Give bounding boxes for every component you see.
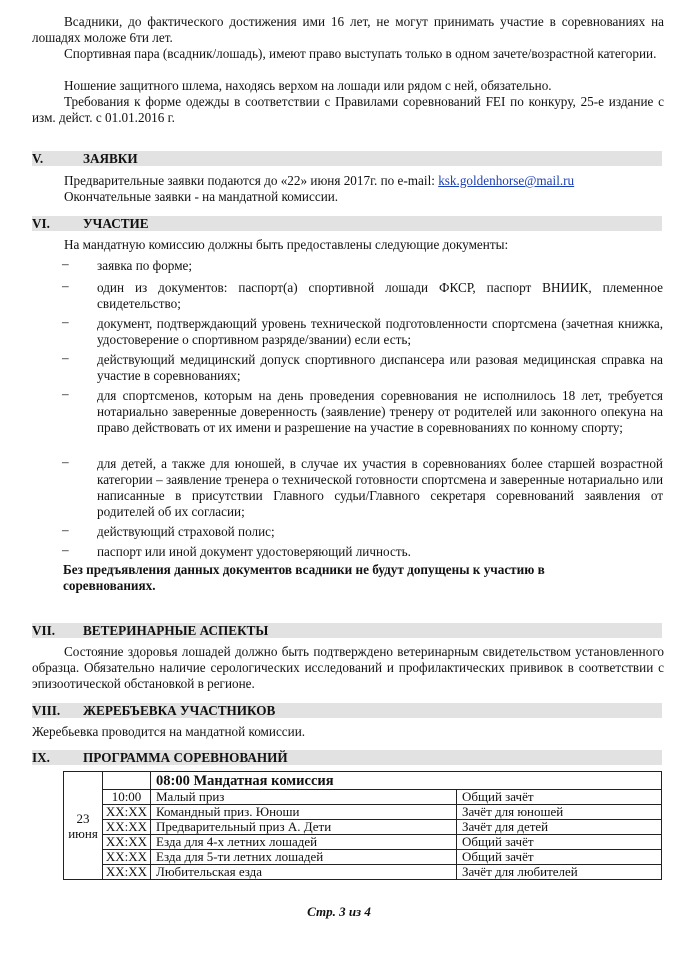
table-row [64, 790, 662, 805]
section-title: ВЕТЕРИНАРНЫЕ АСПЕКТЫ [83, 623, 269, 638]
category-cell: Общий зачёт [457, 790, 662, 805]
list-bullet: – [62, 350, 69, 365]
list-item: заявка по форме; [97, 258, 193, 273]
section-title: ЖЕРЕБЪЕВКА УЧАСТНИКОВ [83, 703, 276, 718]
section-title: ПРОГРАММА СОРЕВНОВАНИЙ [83, 750, 288, 765]
section-number: VII. [32, 623, 56, 638]
intro-paragraph-pair: Спортивная пара (всадник/лошадь), имеют право выступать только в одном зачете/возрастной категории. [64, 46, 657, 61]
section-title: УЧАСТИЕ [83, 216, 149, 231]
category-cell: Зачёт для юношей [457, 805, 662, 820]
section-number: VI. [32, 216, 50, 231]
list-item: для спортсменов, которым на день проведения соревнования не исполнилось 18 лет, требуется нотариально заверенные доверенность (заявление) тренеру от родителей или законного опекуна на право действовать от их имени и разрешение на участие в соревнованиях по конному спорту; [97, 388, 663, 435]
event-cell: Езда для 5-ти летних лошадей [151, 850, 457, 865]
table-row [64, 772, 662, 790]
time-cell: ХХ:ХХ [103, 865, 151, 880]
list-item: действующий медицинский допуск спортивного диспансера или разовая медицинская справка на участие в соревнованиях; [97, 352, 663, 383]
category-cell: Зачёт для детей [457, 820, 662, 835]
table-row [64, 805, 662, 820]
event-cell: Малый приз [151, 790, 457, 805]
intro-paragraph-helmet: Ношение защитного шлема, находясь верхом на лошади или рядом с ней, обязательно. [64, 78, 552, 93]
veterinary-text: Состояние здоровья лошадей должно быть подтверждено ветеринарным свидетельством установленного образца. Обязательно наличие серологических исследований и профилактических прививок в соответствии с эпизоотической обстановкой в регионе. [32, 644, 664, 691]
table-row [64, 835, 662, 850]
list-item: для детей, а также для юношей, в случае их участия в соревнованиях более старшей возрастной категории – заявление тренера о технической готовности спортсмена и заверенные нотариально или написанные в присутствии Главного судьи/Главного секретаря соревнований заявления от родителей об их согласии; [97, 456, 663, 519]
date-cell [64, 772, 103, 880]
list-bullet: – [62, 278, 69, 293]
list-bullet: – [62, 314, 69, 329]
list-bullet: – [62, 542, 69, 557]
event-cell: Любительская езда [151, 865, 457, 880]
applications-preliminary [32, 173, 664, 189]
participation-intro: На мандатную комиссию должны быть предоставлены следующие документы: [64, 237, 509, 252]
intro-paragraph-age: Всадники, до фактического достижения ими 16 лет, не могут принимать участие в соревнованиях на лошадях моложе 6ти лет. [32, 14, 664, 45]
time-cell: ХХ:ХХ [103, 820, 151, 835]
program-header-cell: 08:00 Мандатная комиссия [151, 772, 662, 790]
page-number: Стр. 3 из 4 [307, 904, 371, 919]
list-bullet: – [62, 386, 69, 401]
event-cell: Командный приз. Юноши [151, 805, 457, 820]
list-bullet: – [62, 256, 69, 271]
category-cell: Общий зачёт [457, 850, 662, 865]
section-title: ЗАЯВКИ [83, 151, 138, 166]
list-item: документ, подтверждающий уровень технической подготовленности спортсмена (зачетная книжка, удостоверение о спортивном разряде/звании) если есть; [97, 316, 663, 347]
date-day: 23 [76, 810, 90, 826]
list-item: паспорт или иной документ удостоверяющий личность. [97, 544, 411, 559]
email-link[interactable]: ksk.goldenhorse@mail.ru [438, 173, 575, 188]
time-cell: 10:00 [103, 790, 151, 805]
category-cell: Общий зачёт [457, 835, 662, 850]
event-cell: Езда для 4-х летних лошадей [151, 835, 457, 850]
table-row [64, 865, 662, 880]
table-row [64, 850, 662, 865]
list-bullet: – [62, 454, 69, 469]
list-item: один из документов: паспорт(а) спортивной лошади ФКСР, паспорт ВНИИК, племенное свидетельство; [97, 280, 663, 311]
table-row [64, 820, 662, 835]
applications-final: Окончательные заявки - на мандатной комиссии. [64, 189, 339, 204]
list-item: действующий страховой полис; [97, 524, 275, 539]
draw-text: Жеребьевка проводится на мандатной комиссии. [32, 724, 306, 739]
category-cell: Зачёт для любителей [457, 865, 662, 880]
section-number: VIII. [32, 703, 61, 718]
section-number: IX. [32, 750, 50, 765]
section-number: V. [32, 151, 44, 166]
time-cell [103, 772, 151, 790]
list-bullet: – [62, 522, 69, 537]
applications-preliminary-text: Предварительные заявки подаются до «22» июня 2017г. по e-mail: [64, 173, 439, 188]
intro-paragraph-dress: Требования к форме одежды в соответствии с Правилами соревнований FEI по конкуру, 25-е издание с изм. дейст. с 01.01.2016 г. [32, 94, 664, 125]
section-header-draw [32, 703, 662, 718]
event-cell: Предварительный приз А. Дети [151, 820, 457, 835]
section-header-veterinary [32, 623, 662, 638]
time-cell: ХХ:ХХ [103, 835, 151, 850]
section-header-applications [32, 151, 662, 166]
time-cell: ХХ:ХХ [103, 850, 151, 865]
section-header-program [32, 750, 662, 765]
date-month: июня [68, 825, 98, 841]
program-table [63, 771, 662, 880]
documents-warning: Без предъявления данных документов всадники не будут допущены к участию в соревнованиях. [63, 562, 545, 593]
time-cell: ХХ:ХХ [103, 805, 151, 820]
section-header-participation [32, 216, 662, 231]
